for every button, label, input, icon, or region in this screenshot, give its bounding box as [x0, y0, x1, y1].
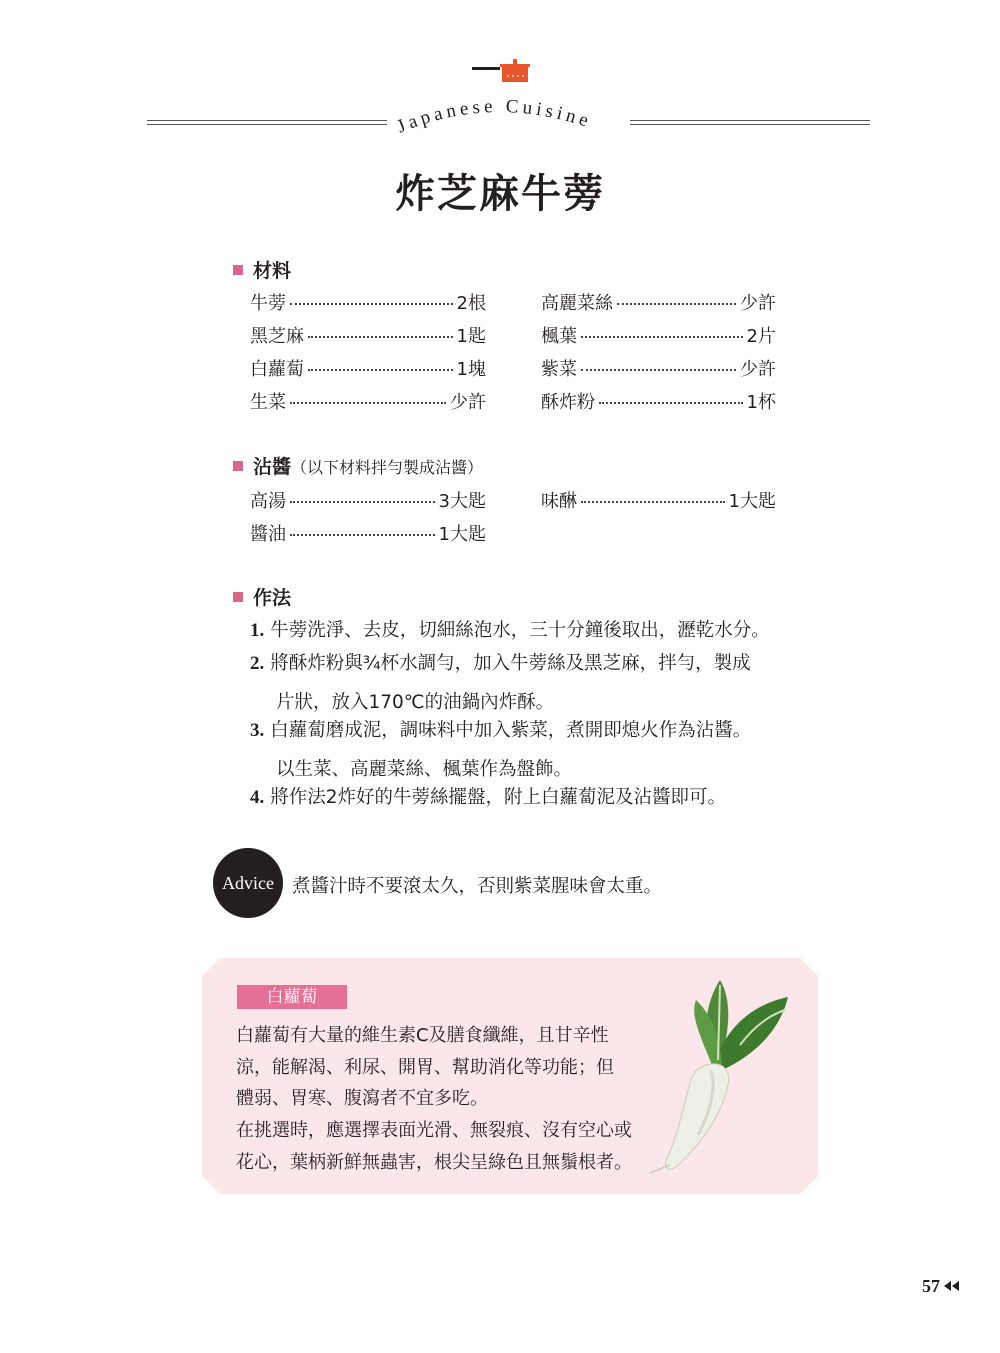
- daikon-radish-image: [640, 975, 800, 1175]
- ingredient-qty: 3大匙: [438, 491, 486, 512]
- method-step: [250, 614, 770, 648]
- ingredient-qty: 1匙: [456, 326, 486, 347]
- method-heading: [233, 583, 291, 610]
- step-text-continued: 片狀，放入170℃的油鍋內炸酥。: [276, 692, 555, 713]
- header-rule-left: [147, 120, 387, 125]
- series-title-text: Japanese Cuisine: [394, 96, 595, 138]
- advice-text: 煮醬汁時不要滾太久，否則紫菜腥味會太重。: [292, 876, 663, 897]
- ingredient-item: [250, 388, 486, 414]
- double-chevron-left-icon: [944, 1281, 960, 1291]
- ingredients-heading: [233, 256, 291, 283]
- sauce-item: [541, 487, 776, 513]
- ingredient-name: 酥炸粉: [541, 392, 595, 413]
- step-number: 2.: [250, 653, 265, 674]
- ingredient-qty: 1大匙: [438, 524, 486, 545]
- step-number: 4.: [250, 787, 265, 808]
- step-number: 1.: [250, 620, 265, 641]
- ingredient-item: [541, 388, 776, 414]
- sauce-item: [250, 487, 486, 513]
- step-text-continued: 以生菜、高麗菜絲、楓葉作為盤飾。: [276, 759, 573, 780]
- ingredient-name: 黑芝麻: [250, 326, 304, 347]
- ingredient-name: 高麗菜絲: [541, 293, 613, 314]
- section-bullet: [233, 461, 243, 471]
- ingredient-qty: 2根: [456, 293, 486, 314]
- ingredient-qty: 少許: [740, 293, 776, 314]
- step-text: 將酥炸粉與¾杯水調勻，加入牛蒡絲及黑芝麻，拌勻，製成: [270, 653, 751, 674]
- step-text: 白蘿蔔磨成泥，調味料中加入紫菜，煮開即熄火作為沾醬。: [270, 720, 752, 741]
- section-bullet: [233, 592, 243, 602]
- ingredient-qty: 1大匙: [728, 491, 776, 512]
- sauce-item: [250, 520, 486, 546]
- header-rule-right: [630, 120, 870, 125]
- ingredient-qty: 1杯: [746, 392, 776, 413]
- page-title: 炸芝麻牛蒡: [395, 171, 605, 217]
- method-step: [250, 647, 751, 681]
- ingredient-name: 高湯: [250, 491, 286, 512]
- sauce-note: （以下材料拌勻製成沾醬）: [291, 458, 484, 477]
- series-title: [380, 78, 630, 148]
- page-number: 57: [922, 1276, 940, 1296]
- ingredient-qty: 1塊: [456, 359, 486, 380]
- ingredient-name: 白蘿蔔: [250, 359, 304, 380]
- step-text: 牛蒡洗淨、去皮，切細絲泡水，三十分鐘後取出，瀝乾水分。: [270, 620, 770, 641]
- info-panel-line: 在挑選時，應選擇表面光滑、無裂痕、沒有空心或: [236, 1120, 632, 1141]
- method-step: [250, 781, 726, 815]
- ingredient-item: [541, 322, 776, 348]
- step-text: 將作法2炸好的牛蒡絲擺盤，附上白蘿蔔泥及沾醬即可。: [270, 787, 727, 808]
- method-step: [250, 714, 751, 748]
- ingredient-item: [250, 322, 486, 348]
- ingredient-name: 生菜: [250, 392, 286, 413]
- ingredient-item: [250, 289, 486, 315]
- ingredient-item: [250, 355, 486, 381]
- advice-badge: Advice: [213, 848, 283, 918]
- ingredient-item: [541, 289, 776, 315]
- ingredient-name: 牛蒡: [250, 293, 286, 314]
- info-panel-tag: 白蘿蔔: [237, 985, 347, 1009]
- step-number: 3.: [250, 720, 265, 741]
- ingredient-name: 楓葉: [541, 326, 577, 347]
- info-panel-line: 白蘿蔔有大量的維生素C及膳食纖維，且甘辛性: [236, 1025, 609, 1046]
- ingredient-qty: 2片: [746, 326, 776, 347]
- sauce-heading: [233, 452, 483, 479]
- info-panel-line: 花心，葉柄新鮮無蟲害，根尖呈綠色且無鬚根者。: [236, 1152, 632, 1173]
- ingredient-qty: 少許: [450, 392, 486, 413]
- ingredient-name: 醬油: [250, 524, 286, 545]
- svg-text:Japanese Cuisine: [394, 96, 595, 137]
- info-panel-line: 涼，能解渴、利尿、開胃、幫助消化等功能；但: [236, 1057, 614, 1078]
- ingredient-name: 味醂: [541, 491, 577, 512]
- section-bullet: [233, 265, 243, 275]
- info-panel-line: 體弱、胃寒、腹瀉者不宜多吃。: [236, 1088, 488, 1109]
- method-heading-text: 作法: [253, 587, 292, 609]
- ingredient-name: 紫菜: [541, 359, 577, 380]
- ingredients-heading-text: 材料: [253, 260, 292, 282]
- sauce-heading-text: 沾醬: [253, 456, 292, 478]
- ingredient-qty: 少許: [740, 359, 776, 380]
- ingredient-item: [541, 355, 776, 381]
